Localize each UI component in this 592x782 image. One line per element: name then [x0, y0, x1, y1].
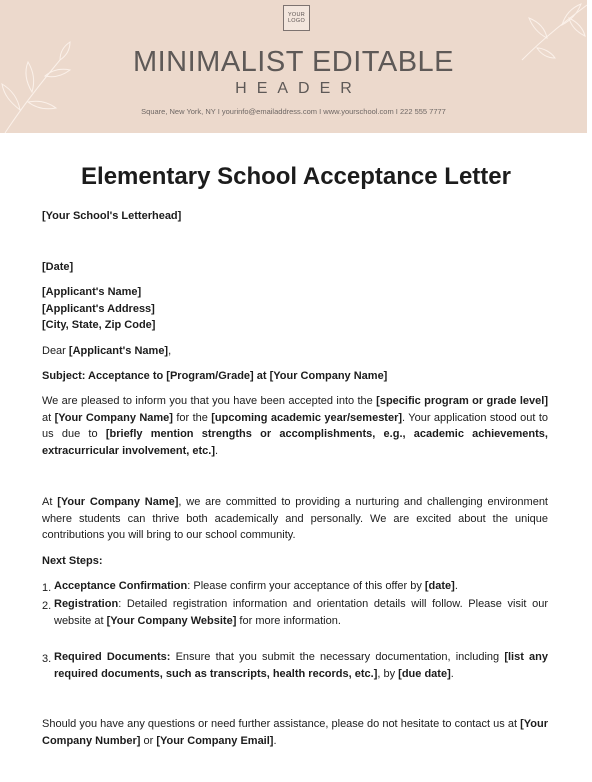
logo-line-1: YOUR — [287, 12, 306, 18]
list-item-number: 2. — [42, 600, 52, 612]
date-placeholder-inline: [date] — [424, 580, 455, 592]
para1-strengths-placeholder: [briefly mention strengths or accomplishments, e.g., academic achievements, extracurricular involvement, etc.] — [42, 428, 548, 457]
logo-line-2: LOGO — [287, 18, 306, 24]
website-placeholder: [Your Company Website] — [106, 614, 237, 627]
list-item-label: Registration — [54, 598, 119, 610]
paragraph-acceptance — [42, 393, 548, 459]
header-title: MINIMALIST EDITABLE — [132, 46, 455, 78]
list-item-text-end: for more information. — [236, 614, 341, 627]
subject-line: Subject: Acceptance to [Program/Grade] at [Your Company Name] — [42, 370, 388, 382]
para2-company-placeholder: [Your Company Name] — [57, 496, 179, 508]
applicant-name: [Applicant's Name] — [42, 286, 142, 298]
list-item-text: : Please confirm your acceptance of this offer by — [187, 580, 425, 592]
date-placeholder: [Date] — [42, 261, 74, 273]
salutation-prefix: Dear — [42, 345, 69, 357]
para1-year-placeholder: [upcoming academic year/semester] — [211, 411, 403, 424]
applicant-address: [Applicant's Address] — [42, 302, 155, 315]
due-date-placeholder: [due date] — [398, 667, 451, 680]
letterhead-placeholder: [Your School's Letterhead] — [42, 210, 182, 222]
company-email-placeholder: [Your Company Email] — [156, 734, 274, 747]
para1-company-placeholder: [Your Company Name] — [54, 411, 173, 424]
para1-text-4: . Your application stood out to us due to — [42, 411, 549, 440]
next-steps-heading: Next Steps: — [42, 555, 103, 567]
para2-text-1: At — [42, 496, 58, 508]
closing-text-2: or — [140, 734, 157, 747]
company-number-placeholder: [Your Company Number] — [42, 718, 548, 747]
list-item — [42, 596, 548, 629]
applicant-city-state-zip: [City, State, Zip Code] — [42, 319, 156, 331]
closing-text-3: . — [273, 734, 277, 747]
list-item-text: Ensure that you submit the necessary documentation, including — [170, 651, 505, 663]
list-item — [42, 649, 548, 682]
para1-program-placeholder: [specific program or grade level] — [376, 395, 549, 407]
list-item-label: Required Documents: — [54, 651, 171, 663]
salutation — [42, 343, 548, 360]
list-item-text-mid: , by — [377, 667, 399, 680]
salutation-suffix: , — [168, 345, 172, 357]
list-item-text-end: . — [454, 580, 458, 592]
para1-text-1: We are pleased to inform you that you have been accepted into the — [42, 395, 377, 407]
para1-text-2: at — [42, 411, 55, 424]
recipient-address-block — [42, 284, 548, 334]
documents-placeholder: [list any required documents, such as transcripts, health records, etc.] — [54, 651, 548, 680]
paragraph-commitment — [42, 494, 548, 544]
para1-text-5: . — [215, 444, 219, 457]
document-title: Elementary School Acceptance Letter — [81, 163, 511, 190]
list-item-text-end: . — [450, 667, 454, 680]
closing-text-1: Should you have any questions or need further assistance, please do not hesitate to contact us at — [42, 718, 521, 730]
header-contact-line: Square, New York, NY I yourinfo@emailaddress.com I www.yourschool.com I 222 555 7777 — [141, 107, 446, 116]
letterhead-banner — [0, 0, 587, 133]
list-item-text: : Detailed registration information and orientation details will follow. Please visit our website at — [54, 598, 548, 627]
header-subtitle: HEADER — [235, 80, 362, 97]
paragraph-closing — [42, 716, 548, 749]
list-item-number: 3. — [42, 653, 52, 665]
list-item-number: 1. — [42, 582, 52, 594]
school-logo-placeholder — [283, 5, 310, 31]
list-item-label: Acceptance Confirmation — [54, 580, 188, 592]
salutation-name: [Applicant's Name] — [68, 345, 169, 357]
list-item — [42, 578, 548, 595]
para1-text-3: for the — [172, 411, 212, 424]
para2-text-2: , we are committed to providing a nurturing and challenging environment where students can thrive both academically and personally. We are excited about the unique contributions you will bring to our school community. — [42, 496, 548, 541]
